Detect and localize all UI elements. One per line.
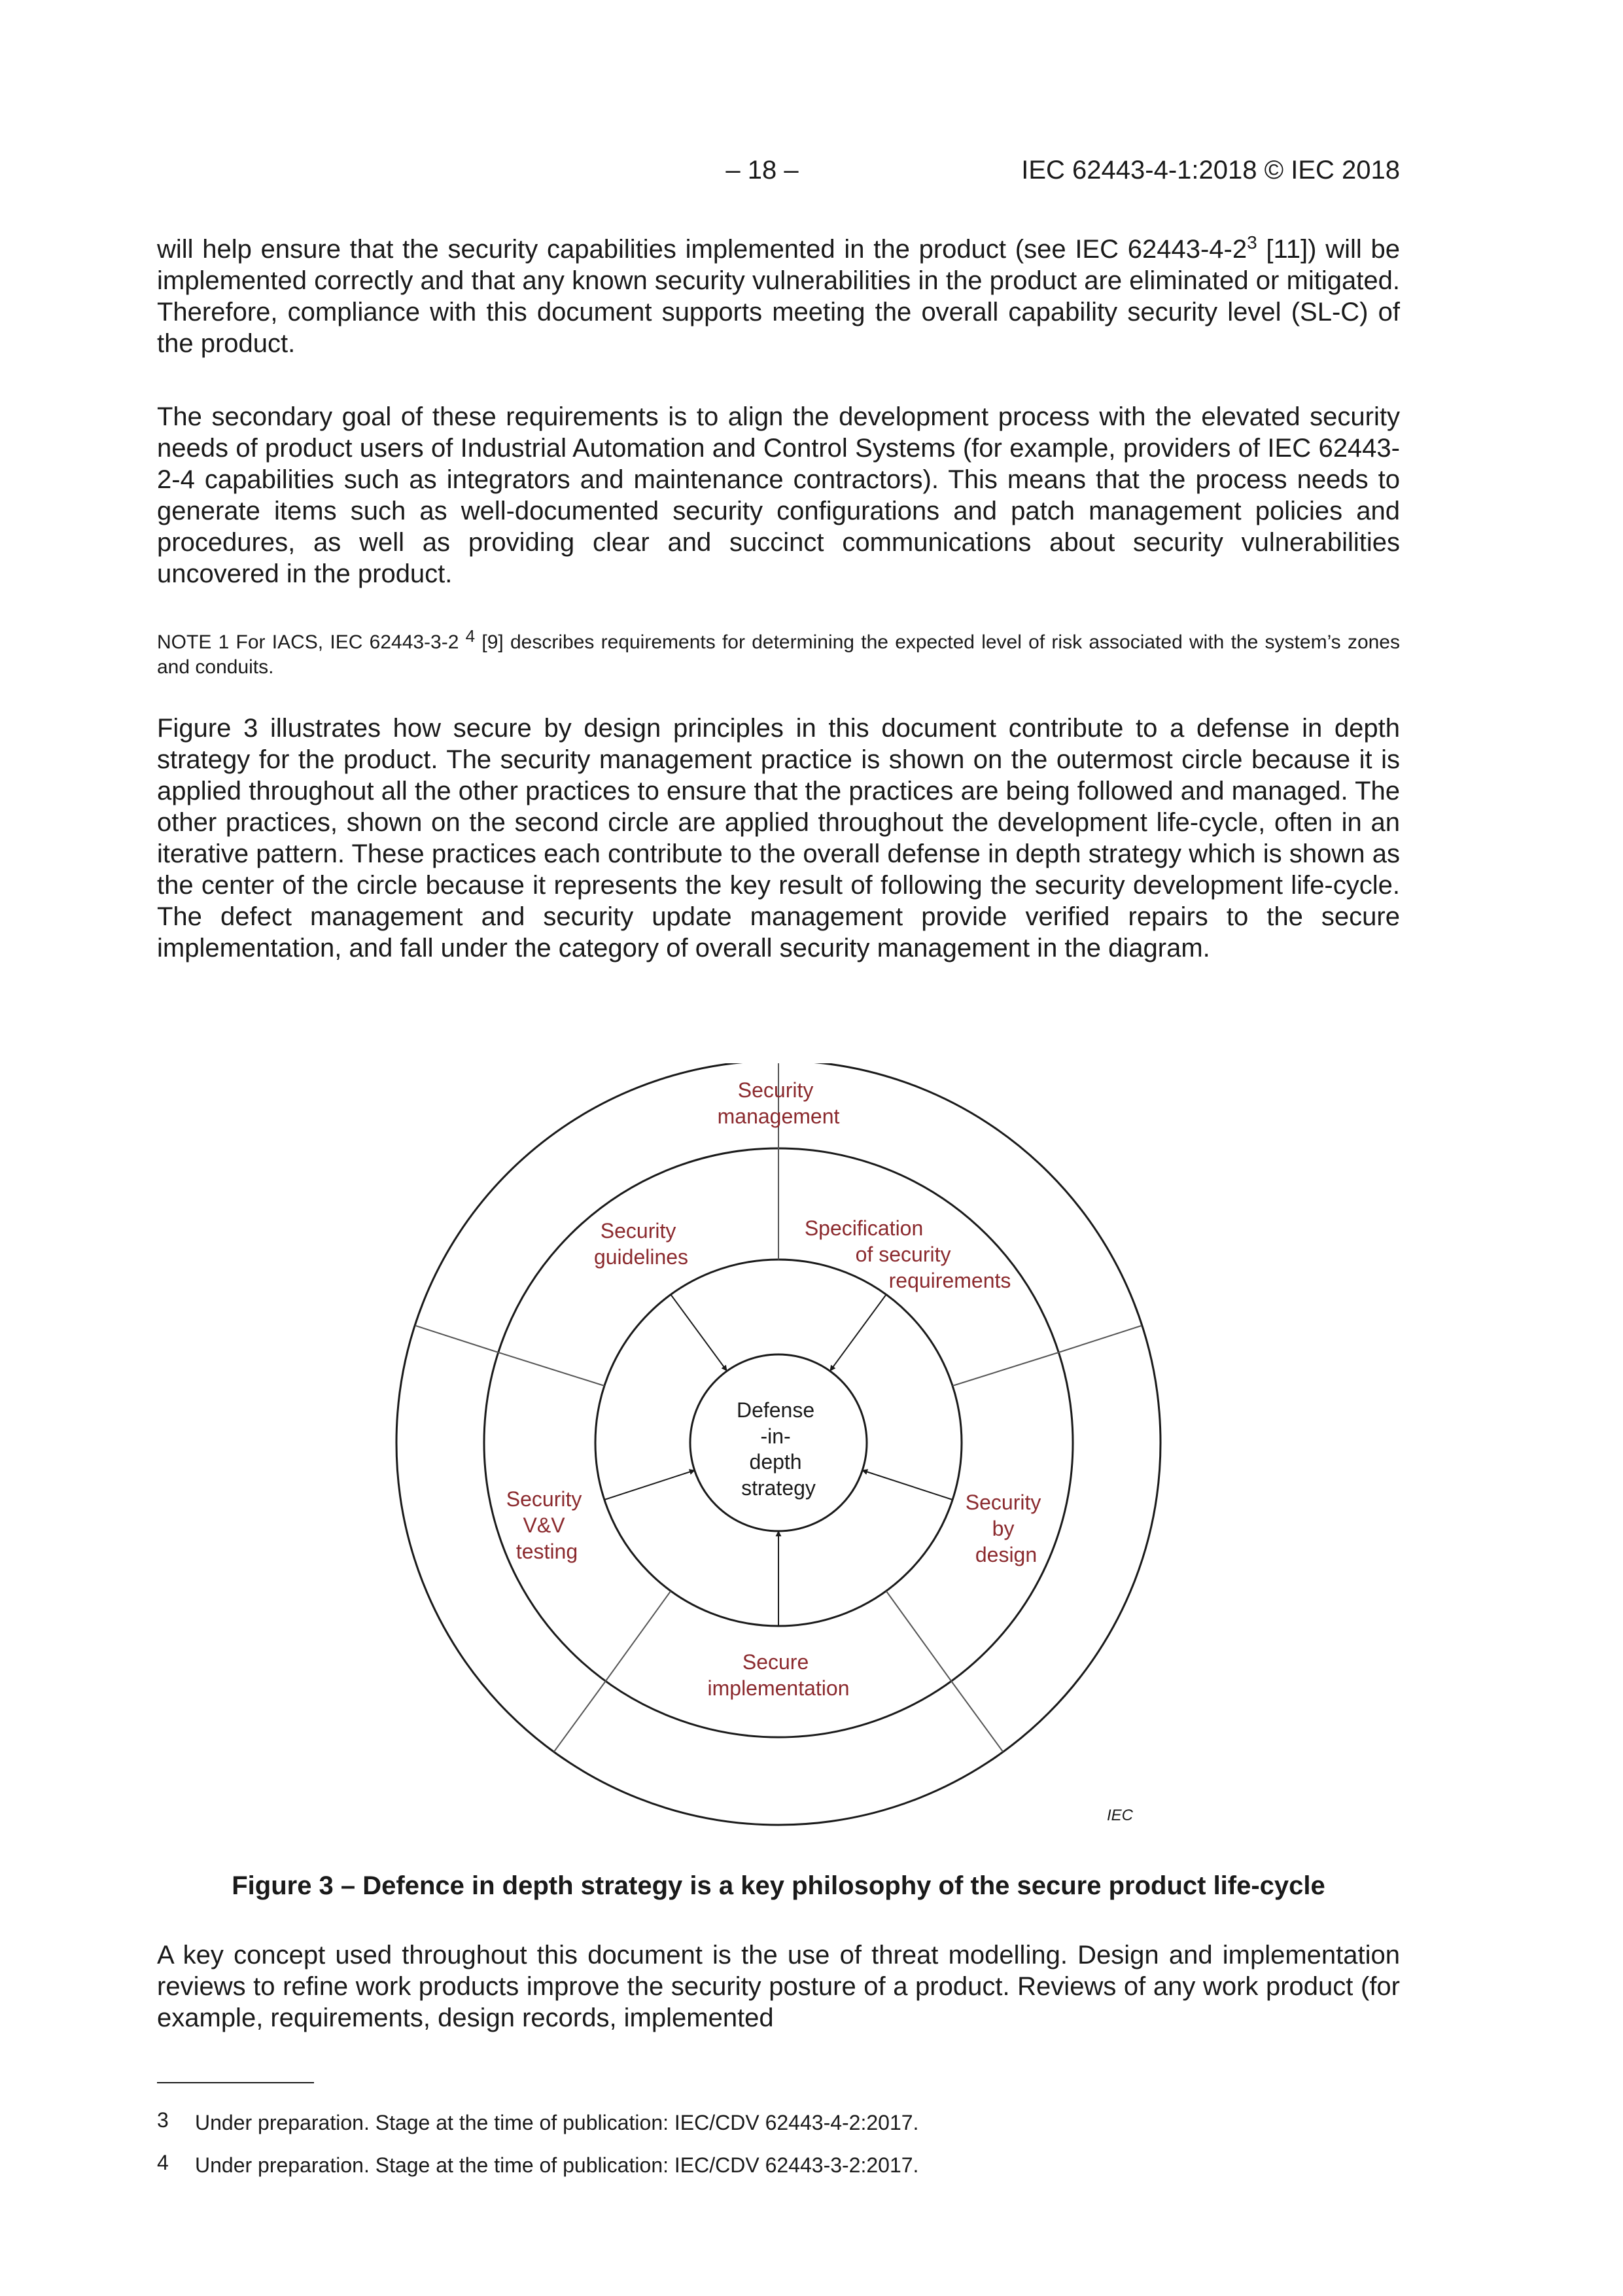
label-secure-implementation — [708, 1650, 850, 1700]
separator-outer-bottom-right — [951, 1681, 1003, 1752]
label-line: design — [975, 1543, 1038, 1566]
label-line: V&V — [523, 1513, 565, 1537]
arrow-specification — [830, 1294, 886, 1371]
label-line: guidelines — [593, 1245, 689, 1269]
label-line: Security — [737, 1078, 814, 1102]
figure-caption: Figure 3 – Defence in depth strategy is a key philosophy of the secure product life-cycle — [232, 1871, 1325, 1900]
note-text: [9] describes requirements for determining the expected level of risk associated with the system’s zones and conduits. — [157, 631, 1400, 678]
label-line: by — [992, 1517, 1015, 1540]
separator-outer-bottom-left — [554, 1681, 606, 1752]
label-line: Specification — [804, 1216, 924, 1240]
defense-in-depth-figure — [393, 1063, 1171, 1829]
paragraph-capabilities — [157, 234, 1400, 359]
label-line: strategy — [741, 1476, 816, 1500]
paragraph-threat-modelling: A key concept used throughout this document is the use of threat modelling. Design and implementation reviews to refine work products improve the security posture of a product. Reviews of any work product (for example, requirements, design records, implemented — [157, 1941, 1400, 2032]
footnote-ref-4[interactable]: 4 — [465, 626, 476, 646]
label-line: Security — [965, 1491, 1041, 1514]
label-security-guidelines — [594, 1219, 688, 1269]
footnote-number: 4 — [157, 2151, 169, 2174]
separator-outer-right — [1058, 1326, 1142, 1352]
label-line: management — [717, 1104, 840, 1128]
label-line: requirements — [888, 1269, 1011, 1292]
iec-source-mark: IEC — [1106, 1807, 1134, 1824]
note-text: NOTE 1 For IACS, IEC 62443-3-2 — [157, 631, 466, 653]
separator-outer-left — [415, 1326, 498, 1352]
separator-middle-right — [952, 1352, 1058, 1386]
standard-reference: IEC 62443-4-1:2018 © IEC 2018 — [1021, 156, 1400, 185]
separator-middle-bottom-right — [886, 1591, 951, 1681]
label-line: -in- — [760, 1424, 791, 1448]
paragraph-text: will help ensure that the security capabilities implemented in the product (see IEC 62443-4-2 — [157, 235, 1248, 264]
label-line: testing — [515, 1540, 578, 1563]
arrow-vv-testing — [604, 1470, 695, 1500]
label-line: of security — [855, 1243, 951, 1266]
page-header — [707, 156, 1400, 190]
defense-in-depth-diagram — [393, 1063, 1171, 1829]
label-line: Defense — [736, 1398, 815, 1422]
label-line: Security — [506, 1487, 582, 1511]
footnote-divider — [157, 2082, 314, 2083]
label-line: Security — [600, 1219, 676, 1243]
label-security-vv-testing — [506, 1487, 587, 1563]
footnote-4 — [157, 2149, 1269, 2178]
page-number: – 18 – — [725, 156, 799, 185]
label-line: implementation — [707, 1676, 850, 1700]
arrow-guidelines — [671, 1294, 727, 1371]
paragraph-figure-description: Figure 3 illustrates how secure by design principles in this document contribute to a defense in depth strategy for the product. The security management practice is shown on the outermost circle because it is applied throughout all the other practices to ensure that the practices are being followed and managed. The other practices, shown on the second circle are applied throughout the development life-cycle, often in an iterative pattern. These practices each contribute to the overall defense in depth strategy which is shown as the center of the circle because it represents the key result of following the security development life-cycle. The defect management and security update management provide verified repairs to the secure implementation, and fall under the category of overall security management in the diagram. — [157, 714, 1400, 963]
arrow-by-design — [862, 1470, 952, 1500]
label-line: Secure — [742, 1650, 809, 1674]
label-line: depth — [749, 1450, 802, 1474]
paragraph-text: [11]) will be implemented correctly and that any known security vulnerabilities in the product are eliminated or mitigated. Therefore, compliance with this document supports meeting the overall capability security level (SL-C) of the product. — [157, 235, 1400, 358]
footnote-3 — [157, 2107, 1269, 2136]
paragraph-secondary-goal: The secondary goal of these requirements is to align the development process with the elevated security needs of product users of Industrial Automation and Control Systems (for example, providers of IEC 62443-2-4 capabilities such as integrators and maintenance contractors). This means that the process needs to generate items such as well-documented security configurations and patch management policies and procedures, as well as providing clear and succinct communications about security vulnerabilities uncovered in the product. — [157, 402, 1400, 588]
footnote-number: 3 — [157, 2108, 169, 2132]
footnote-text: Under preparation. Stage at the time of publication: IEC/CDV 62443-4-2:2017. — [195, 2111, 919, 2134]
label-security-by-design — [966, 1491, 1047, 1566]
footnote-ref-3[interactable]: 3 — [1247, 232, 1257, 253]
footnote-text: Under preparation. Stage at the time of publication: IEC/CDV 62443-3-2:2017. — [195, 2153, 919, 2177]
separator-middle-bottom-left — [606, 1591, 671, 1681]
separator-middle-left — [498, 1352, 604, 1386]
note-1 — [157, 626, 1400, 680]
